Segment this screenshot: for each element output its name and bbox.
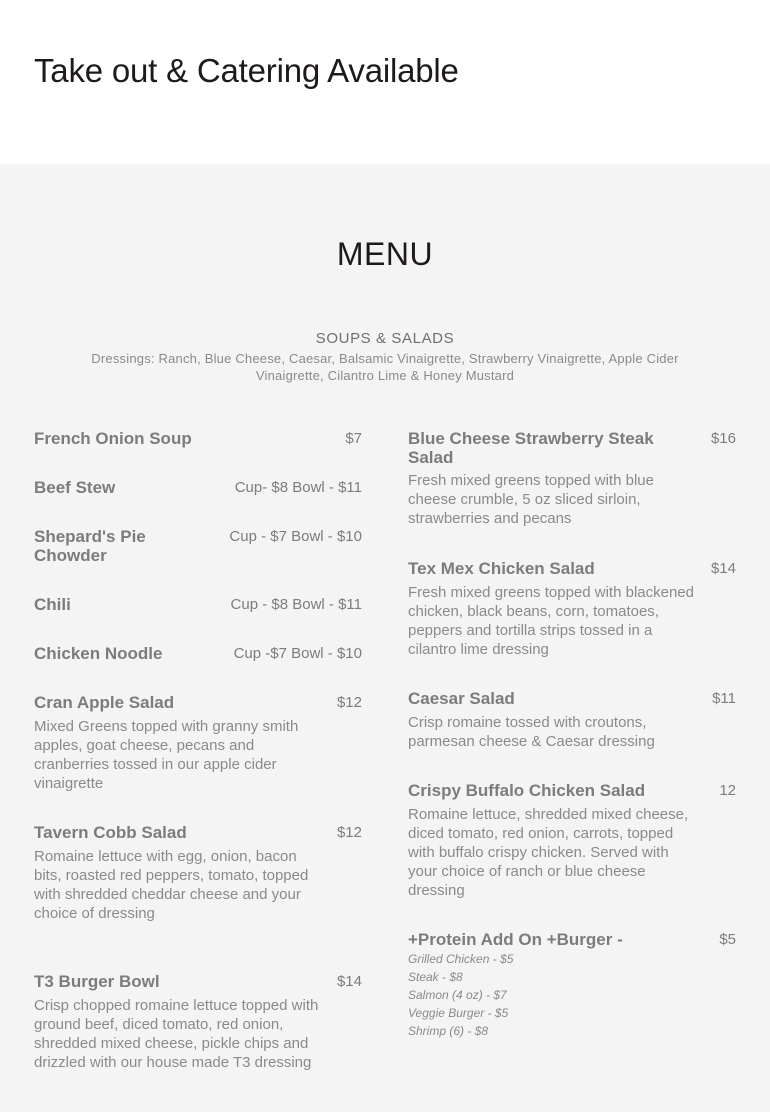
menu-item	[34, 595, 362, 615]
menu-item	[408, 781, 736, 900]
addon-option: Steak - $8	[408, 970, 463, 984]
menu-item	[34, 429, 362, 449]
addon-list	[408, 950, 736, 1040]
item-description: Crisp romaine tossed with croutons, parmesan cheese & Caesar dressing	[408, 714, 655, 750]
item-price: Cup- $8 Bowl - $11	[234, 479, 362, 496]
item-price: $12	[336, 694, 362, 711]
addon-option: Grilled Chicken - $5	[408, 952, 514, 966]
menu-item	[34, 823, 362, 923]
menu-item	[408, 689, 736, 751]
item-description: Crisp chopped romaine lettuce topped with ground beef, diced tomato, red onion, shredded mixed cheese, pickle chips and drizzled with our house made T3 dressing	[34, 997, 319, 1071]
item-description: Fresh mixed greens topped with blackened chicken, black beans, corn, tomatoes, peppers and tortilla strips tossed in a cilantro lime dressing	[408, 584, 694, 658]
menu-item	[408, 559, 736, 659]
item-name: Tex Mex Chicken Salad	[408, 559, 595, 578]
item-price: $11	[712, 690, 736, 707]
item-name: Caesar Salad	[408, 689, 515, 708]
item-price: $14	[710, 560, 736, 577]
menu-item	[34, 527, 362, 565]
item-description: Fresh mixed greens topped with blue cheese crumble, 5 oz sliced sirloin, strawberries and pecans	[408, 472, 654, 527]
item-price: Cup -$7 Bowl - $10	[233, 645, 362, 662]
menu-item	[408, 930, 736, 1040]
item-price: Cup - $7 Bowl - $10	[229, 528, 362, 545]
banner-title: Take out & Catering Available	[34, 52, 459, 89]
addon-option: Veggie Burger - $5	[408, 1006, 509, 1020]
menu-item	[34, 644, 362, 664]
dressings-note: Dressings: Ranch, Blue Cheese, Caesar, Balsamic Vinaigrette, Strawberry Vinaigrette, Apple Cider Vinaigrette, Cilantro Lime & Honey Mustard	[91, 351, 679, 383]
item-name: Chili	[34, 595, 71, 614]
menu-item	[408, 429, 736, 528]
item-price: 12	[719, 782, 736, 799]
item-name: T3 Burger Bowl	[34, 972, 160, 991]
top-banner	[0, 0, 770, 164]
item-description: Romaine lettuce, shredded mixed cheese, diced tomato, red onion, carrots, topped with buffalo crispy chicken. Served with your choice of ranch or blue cheese dressing	[408, 806, 689, 899]
item-name: Crispy Buffalo Chicken Salad	[408, 781, 646, 800]
item-description: Romaine lettuce with egg, onion, bacon bits, roasted red peppers, tomato, topped with shredded cheddar cheese and your choice of dressing	[34, 848, 309, 922]
item-price: $16	[710, 430, 736, 447]
item-name: Tavern Cobb Salad	[34, 823, 187, 842]
menu-title: MENU	[336, 236, 434, 272]
item-description: Mixed Greens topped with granny smith apples, goat cheese, pecans and cranberries tossed in our apple cider vinaigrette	[34, 718, 299, 792]
item-name: +Protein Add On +Burger -	[408, 930, 623, 949]
item-price: Cup - $8 Bowl - $11	[230, 596, 362, 613]
item-name: French Onion Soup	[34, 429, 192, 448]
item-name: Chicken Noodle	[34, 644, 163, 663]
item-name: Cran Apple Salad	[34, 693, 175, 712]
menu-item	[34, 972, 362, 1072]
item-name: Beef Stew	[34, 478, 116, 497]
addon-option: Shrimp (6) - $8	[408, 1024, 489, 1038]
item-name: Blue Cheese Strawberry Steak Salad	[408, 429, 654, 467]
item-name: Shepard's Pie Chowder	[34, 527, 146, 565]
menu-item	[34, 478, 362, 498]
item-price: $7	[345, 430, 362, 447]
section-heading: SOUPS & SALADS	[315, 330, 455, 347]
item-price: $5	[719, 931, 736, 948]
addon-option: Salmon (4 oz) - $7	[408, 988, 507, 1002]
menu-item	[34, 693, 362, 793]
item-price: $12	[336, 824, 362, 841]
item-price: $14	[336, 973, 362, 990]
